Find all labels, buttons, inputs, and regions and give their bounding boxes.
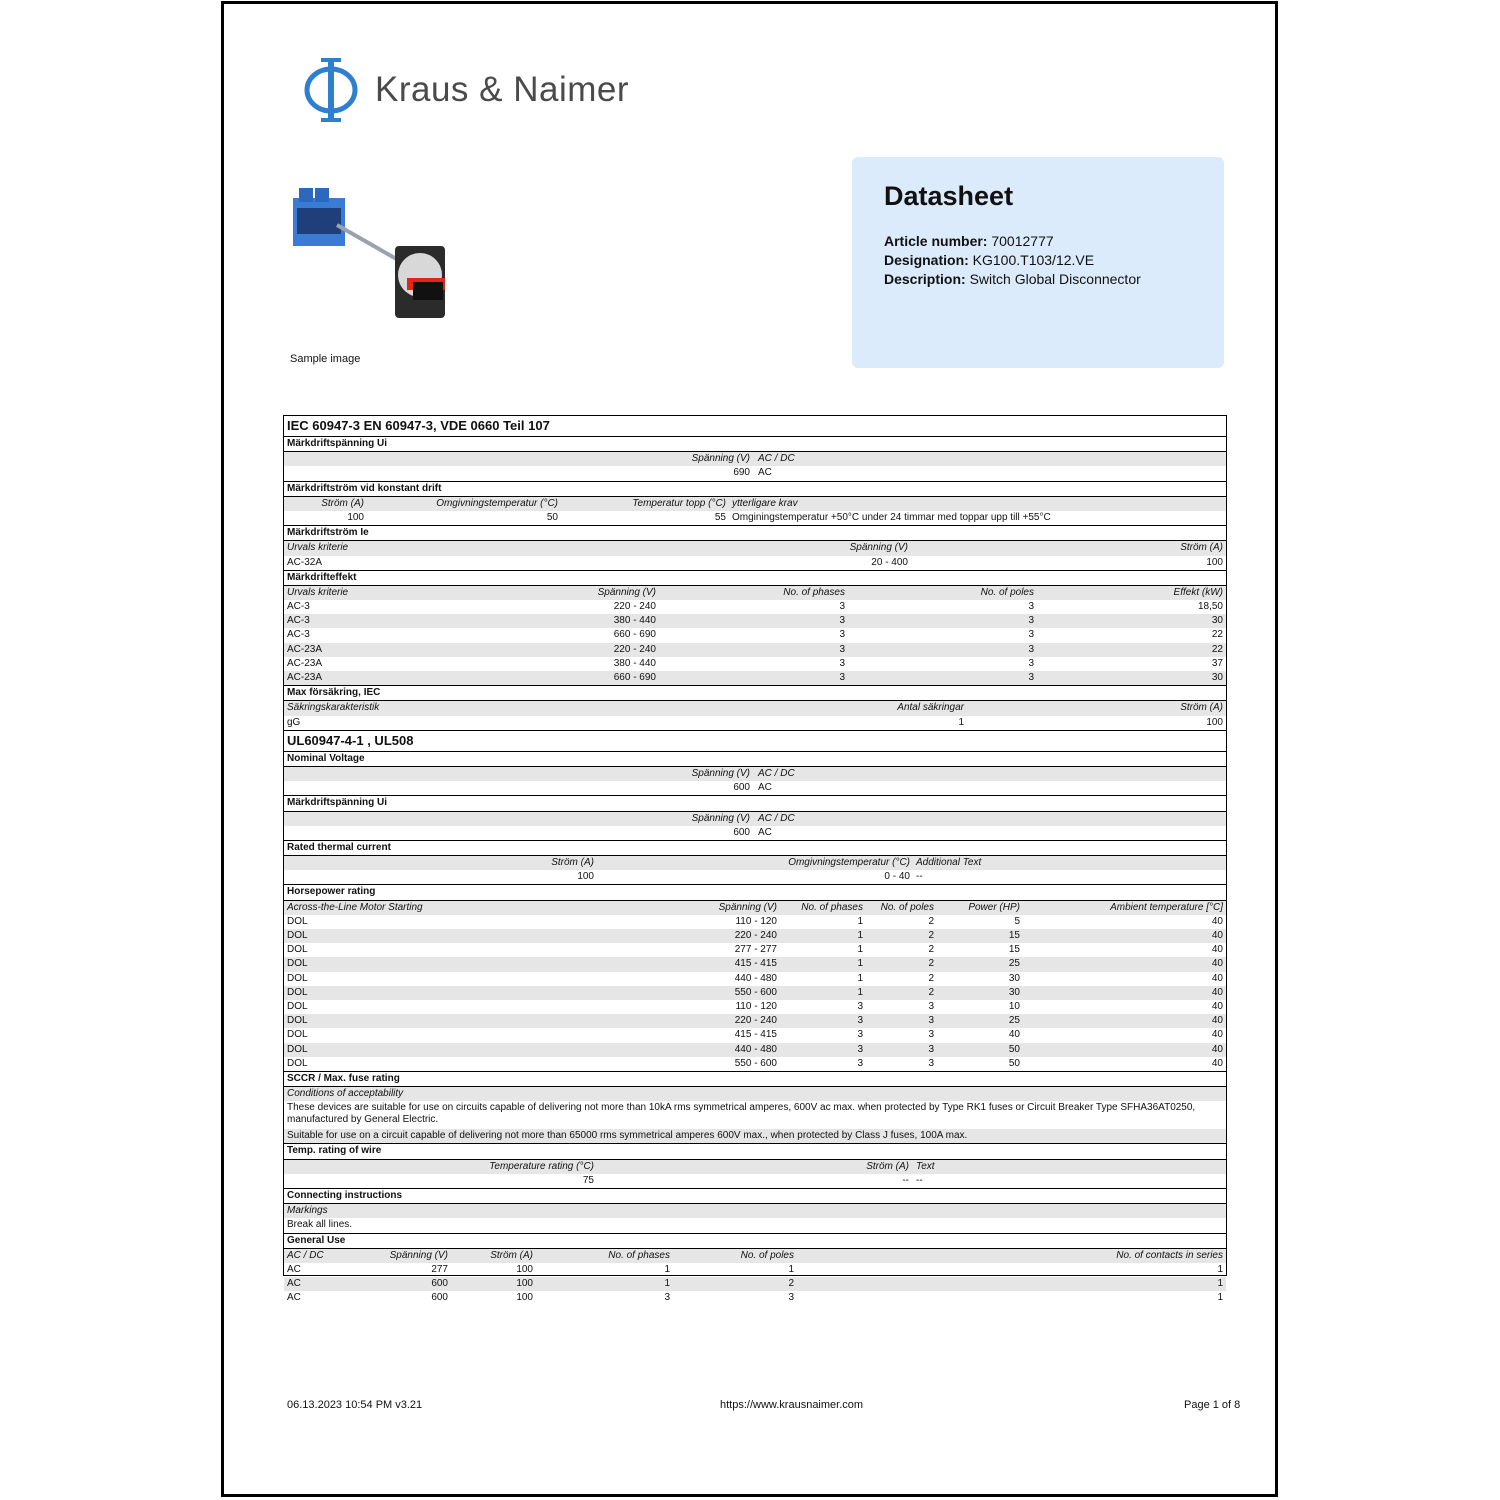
table-row bbox=[284, 643, 1226, 657]
table-cell: 40 bbox=[1211, 915, 1223, 927]
table-cell: 440 - 480 bbox=[734, 1043, 777, 1055]
table-row bbox=[284, 943, 1226, 957]
table-row bbox=[284, 1014, 1226, 1028]
table-cell: 3 bbox=[1028, 643, 1034, 655]
table-row: Suitable for use on a circuit capable of delivering not more than 65000 rms symmetrical amperes 600V max., when protected by Class J fuses, 100A max. bbox=[284, 1129, 1226, 1143]
table-cell: 3 bbox=[928, 1015, 934, 1027]
table-cell: 1 bbox=[857, 930, 863, 941]
general-use-rows bbox=[284, 1263, 1226, 1306]
table-cell: 3 bbox=[839, 601, 845, 613]
table-cell: 3 bbox=[1028, 629, 1034, 641]
table-cell: 30 bbox=[1008, 972, 1020, 984]
table-cell: 277 bbox=[431, 1263, 448, 1275]
table-cell: 3 bbox=[928, 1057, 934, 1069]
description-label: Description: bbox=[884, 271, 966, 287]
table-cell: 220 - 240 bbox=[613, 601, 656, 613]
header-cell: Text bbox=[916, 1160, 935, 1172]
table-cell: 40 bbox=[1211, 1015, 1223, 1027]
table-cell: AC-3 bbox=[287, 615, 310, 627]
table-cell: 100 bbox=[1206, 556, 1223, 568]
table-row bbox=[284, 929, 1226, 943]
table-cell: DOL bbox=[287, 972, 308, 984]
table-row bbox=[284, 1277, 1226, 1291]
header-cell: No. of poles bbox=[740, 1249, 794, 1261]
table-cell: 1 bbox=[1217, 1292, 1223, 1304]
header-cell: Temperatur topp (°C) bbox=[632, 497, 726, 509]
table-cell: 3 bbox=[857, 1015, 863, 1027]
table-header-row bbox=[284, 541, 1226, 555]
table-cell: 0 - 40 bbox=[884, 871, 910, 883]
header-cell: Urvals kriterie bbox=[287, 542, 349, 554]
table-cell: 2 bbox=[928, 944, 934, 956]
section-title: Max försäkring, IEC bbox=[284, 685, 1226, 701]
table-cell: 25 bbox=[1008, 958, 1020, 970]
table-cell: 380 - 440 bbox=[613, 615, 656, 627]
header-cell: Effekt (kW) bbox=[1173, 586, 1223, 598]
header-cell: Spänning (V) bbox=[597, 586, 656, 598]
header-cell: Ström (A) bbox=[490, 1249, 533, 1261]
section-title: Nominal Voltage bbox=[284, 751, 1226, 767]
header-cell: Ström (A) bbox=[551, 857, 594, 869]
table-header-row: Markings bbox=[284, 1204, 1226, 1218]
iec-standard-title: IEC 60947-3 EN 60947-3, VDE 0660 Teil 107 bbox=[287, 418, 550, 433]
table-row bbox=[284, 957, 1226, 971]
product-image bbox=[287, 180, 477, 325]
table-header-row bbox=[284, 497, 1226, 511]
table-cell: 440 - 480 bbox=[734, 972, 777, 984]
article-number: 70012777 bbox=[991, 233, 1054, 249]
table-cell: 3 bbox=[788, 1292, 794, 1304]
header-cell: Ström (A) bbox=[1180, 702, 1223, 714]
section-title: Connecting instructions bbox=[284, 1188, 1226, 1204]
table-header-row bbox=[284, 767, 1226, 781]
table-cell: DOL bbox=[287, 930, 308, 941]
table-cell: -- bbox=[916, 1174, 923, 1186]
table-cell: 40 bbox=[1211, 930, 1223, 941]
table-cell: DOL bbox=[287, 986, 308, 998]
footer-page-number: Page 1 of 8 bbox=[1184, 1399, 1241, 1411]
table-cell: 40 bbox=[1211, 1029, 1223, 1041]
table-cell: AC bbox=[758, 826, 772, 838]
table-header-row bbox=[284, 812, 1226, 826]
header-cell: AC / DC bbox=[758, 812, 795, 824]
header-cell: AC / DC bbox=[287, 1249, 324, 1261]
table-cell: 37 bbox=[1211, 657, 1223, 669]
section-title: Märkdrifteffekt bbox=[284, 570, 1226, 586]
header-cell: Spänning (V) bbox=[691, 453, 750, 465]
table-row bbox=[284, 870, 1226, 884]
header-cell: Spänning (V) bbox=[389, 1249, 448, 1261]
table-header-row bbox=[284, 1160, 1226, 1174]
datasheet-title: Datasheet bbox=[884, 181, 1014, 211]
header-cell: Ström (A) bbox=[1180, 542, 1223, 554]
table-cell: 30 bbox=[1008, 986, 1020, 998]
table-cell: DOL bbox=[287, 1057, 308, 1069]
designation-value: KG100.T103/12.VE bbox=[972, 252, 1095, 268]
header-cell: Spänning (V) bbox=[849, 542, 908, 554]
header-cell: No. of contacts in series bbox=[1116, 1249, 1223, 1261]
header-cell: No. of phases bbox=[783, 586, 845, 598]
section-title: Horsepower rating bbox=[284, 884, 1226, 900]
table-row bbox=[284, 1043, 1226, 1057]
section-title: SCCR / Max. fuse rating bbox=[284, 1071, 1226, 1087]
table-cell: DOL bbox=[287, 1029, 308, 1041]
section-title: Märkdriftspänning Ui bbox=[284, 795, 1226, 811]
table-cell: 415 - 415 bbox=[734, 1029, 777, 1041]
table-cell: 30 bbox=[1211, 672, 1223, 683]
section-title: General Use bbox=[284, 1233, 1226, 1249]
description-value: Switch Global Disconnector bbox=[969, 271, 1141, 287]
table-cell: 3 bbox=[857, 1043, 863, 1055]
table-cell: 1 bbox=[857, 972, 863, 984]
table-cell: 1 bbox=[857, 958, 863, 970]
table-header-row bbox=[284, 586, 1226, 600]
table-cell: AC bbox=[758, 782, 772, 794]
table-cell: 2 bbox=[928, 972, 934, 984]
table-row bbox=[284, 1174, 1226, 1188]
header-cell: Ambient temperature [°C] bbox=[1110, 901, 1223, 913]
table-cell: 55 bbox=[714, 511, 726, 523]
table-cell: 2 bbox=[928, 986, 934, 998]
table-row bbox=[284, 986, 1226, 1000]
table-cell: 660 - 690 bbox=[613, 672, 656, 683]
table-cell: 40 bbox=[1008, 1029, 1020, 1041]
header-cell: AC / DC bbox=[758, 767, 795, 779]
spec-table bbox=[283, 415, 1227, 1304]
table-cell: 22 bbox=[1211, 643, 1223, 655]
table-cell: 3 bbox=[857, 1057, 863, 1069]
table-cell: DOL bbox=[287, 1043, 308, 1055]
table-cell: 110 - 120 bbox=[735, 1000, 777, 1012]
table-cell: 40 bbox=[1211, 1057, 1223, 1069]
table-cell: 50 bbox=[546, 511, 558, 523]
header-cell: No. of phases bbox=[801, 901, 863, 913]
header-cell: Additional Text bbox=[916, 857, 982, 869]
table-cell: 660 - 690 bbox=[613, 629, 656, 641]
header-cell: Across-the-Line Motor Starting bbox=[287, 901, 423, 913]
table-cell: 2 bbox=[928, 930, 934, 941]
table-cell: DOL bbox=[287, 915, 308, 927]
section-title: Märkdriftström Ie bbox=[284, 525, 1226, 541]
footer-timestamp: 06.13.2023 10:54 PM v3.21 bbox=[287, 1399, 423, 1411]
table-row bbox=[284, 511, 1226, 525]
table-cell: 3 bbox=[928, 1043, 934, 1055]
table-cell: 3 bbox=[857, 1000, 863, 1012]
table-cell: 220 - 240 bbox=[613, 643, 656, 655]
table-cell: 3 bbox=[1028, 657, 1034, 669]
table-cell: AC-3 bbox=[287, 601, 310, 613]
designation-label: Designation: bbox=[884, 252, 969, 268]
header-cell: Antal säkringar bbox=[897, 702, 964, 714]
table-cell: 50 bbox=[1008, 1043, 1020, 1055]
brand-name: Kraus & Naimer bbox=[375, 70, 630, 109]
article-line bbox=[884, 233, 1054, 249]
table-cell: 100 bbox=[347, 511, 364, 523]
table-header-row bbox=[284, 1249, 1226, 1263]
table-row: Break all lines. bbox=[287, 1219, 353, 1231]
table-cell: AC-23A bbox=[287, 657, 323, 669]
table-cell: AC bbox=[287, 1278, 301, 1290]
header-cell: Temperature rating (°C) bbox=[489, 1160, 594, 1172]
table-row bbox=[284, 1291, 1226, 1305]
header-cell: ytterligare krav bbox=[732, 497, 798, 509]
table-cell: 30 bbox=[1211, 615, 1223, 627]
table-cell: 40 bbox=[1211, 972, 1223, 984]
table-row bbox=[284, 1057, 1226, 1071]
table-cell: 100 bbox=[516, 1263, 533, 1275]
table-cell: 2 bbox=[928, 915, 934, 927]
table-row bbox=[284, 781, 1226, 795]
table-cell: 25 bbox=[1008, 1015, 1020, 1027]
header-cell: Omgivningstemperatur (°C) bbox=[788, 857, 910, 869]
header-cell: AC / DC bbox=[758, 453, 795, 465]
table-cell: 40 bbox=[1211, 944, 1223, 956]
table-cell: -- bbox=[902, 1174, 909, 1186]
table-header-row bbox=[284, 856, 1226, 870]
table-cell: gG bbox=[287, 716, 301, 728]
table-cell: 3 bbox=[857, 1029, 863, 1041]
table-row bbox=[284, 1028, 1226, 1042]
table-row bbox=[284, 826, 1226, 840]
table-cell: 75 bbox=[582, 1174, 594, 1186]
table-row bbox=[284, 1000, 1226, 1014]
table-cell: 100 bbox=[516, 1278, 533, 1290]
ul-standard-title: UL60947-4-1 , UL508 bbox=[284, 730, 1226, 751]
image-caption: Sample image bbox=[290, 353, 361, 365]
table-cell: 22 bbox=[1211, 629, 1223, 641]
table-cell: AC-3 bbox=[287, 629, 310, 641]
power-rows bbox=[284, 600, 1226, 685]
table-cell: 690 bbox=[733, 467, 750, 479]
table-cell: Omginingstemperatur +50°C under 24 timmar med toppar upp till +55°C bbox=[732, 511, 1051, 523]
table-cell: 20 - 400 bbox=[871, 556, 908, 568]
section-title: Märkdriftström vid konstant drift bbox=[284, 481, 1226, 497]
table-cell: DOL bbox=[287, 1000, 308, 1012]
table-cell: 40 bbox=[1211, 958, 1223, 970]
table-cell: 3 bbox=[928, 1000, 934, 1012]
table-cell: 415 - 415 bbox=[734, 958, 777, 970]
header-cell: Ström (A) bbox=[866, 1160, 909, 1172]
table-cell: 5 bbox=[1014, 915, 1020, 927]
table-cell: AC-23A bbox=[287, 672, 323, 683]
section-title: Temp. rating of wire bbox=[284, 1143, 1226, 1159]
table-cell: 40 bbox=[1211, 1043, 1223, 1055]
table-cell: 18,50 bbox=[1197, 601, 1223, 613]
table-cell: DOL bbox=[287, 1015, 308, 1027]
designation-line bbox=[884, 252, 1094, 268]
table-cell: 3 bbox=[839, 672, 845, 683]
table-cell: 50 bbox=[1008, 1057, 1020, 1069]
article-label: Article number: bbox=[884, 233, 988, 249]
table-cell: 10 bbox=[1008, 1000, 1020, 1012]
header-cell: Urvals kriterie bbox=[287, 586, 349, 598]
table-cell: 600 bbox=[431, 1278, 448, 1290]
table-cell: 100 bbox=[1206, 716, 1223, 728]
section-title: Rated thermal current bbox=[284, 840, 1226, 856]
table-cell: 550 - 600 bbox=[734, 1057, 777, 1069]
table-row bbox=[284, 671, 1226, 685]
table-cell: 1 bbox=[1217, 1263, 1223, 1275]
hp-rows bbox=[284, 915, 1226, 1071]
table-cell: 100 bbox=[577, 871, 594, 883]
table-cell: AC bbox=[758, 467, 772, 479]
table-cell: 1 bbox=[664, 1263, 670, 1275]
table-cell: 3 bbox=[928, 1029, 934, 1041]
table-header-row bbox=[284, 901, 1226, 915]
table-row bbox=[284, 628, 1226, 642]
header-cell: Ström (A) bbox=[321, 497, 364, 509]
table-cell: 100 bbox=[516, 1292, 533, 1304]
table-cell: 1 bbox=[857, 915, 863, 927]
description-line bbox=[884, 271, 1141, 287]
table-cell: AC bbox=[287, 1292, 301, 1304]
table-cell: 3 bbox=[1028, 672, 1034, 683]
table-cell: 15 bbox=[1008, 930, 1020, 941]
table-cell: 3 bbox=[839, 643, 845, 655]
header-cell: No. of poles bbox=[980, 586, 1034, 598]
table-cell: 550 - 600 bbox=[734, 986, 777, 998]
table-cell: 3 bbox=[1028, 601, 1034, 613]
table-cell: 220 - 240 bbox=[734, 1015, 777, 1027]
table-cell: 40 bbox=[1211, 986, 1223, 998]
section-title: Märkdriftspänning Ui bbox=[284, 436, 1226, 452]
table-cell: 1 bbox=[788, 1263, 794, 1275]
table-cell: DOL bbox=[287, 958, 308, 970]
header-cell: No. of phases bbox=[608, 1249, 670, 1261]
table-cell: 2 bbox=[928, 958, 934, 970]
table-cell: 1 bbox=[1217, 1278, 1223, 1290]
table-cell: 1 bbox=[857, 944, 863, 956]
table-cell: 220 - 240 bbox=[734, 930, 777, 941]
table-cell: 3 bbox=[839, 657, 845, 669]
table-cell: DOL bbox=[287, 944, 308, 956]
table-cell: AC bbox=[287, 1263, 301, 1275]
table-cell: 277 - 277 bbox=[734, 944, 777, 956]
table-header-row bbox=[284, 452, 1226, 466]
table-row bbox=[284, 556, 1226, 570]
table-cell: 110 - 120 bbox=[735, 915, 777, 927]
header-cell: Spänning (V) bbox=[718, 901, 777, 913]
table-row bbox=[284, 1263, 1226, 1277]
header-cell: No. of poles bbox=[880, 901, 934, 913]
table-cell: 15 bbox=[1008, 944, 1020, 956]
datasheet-panel bbox=[852, 157, 1224, 368]
header-cell: Spänning (V) bbox=[691, 767, 750, 779]
table-row: These devices are suitable for use on circuits capable of delivering not more than 10kA rms symmetrical amperes, 600V ac max. when protected by Type RK1 fuses or Circuit Breaker Type SFHA36AT0250, manufactured by General Electric. bbox=[287, 1102, 1196, 1126]
table-cell: 1 bbox=[958, 716, 964, 728]
table-row bbox=[284, 716, 1226, 730]
table-cell: 380 - 440 bbox=[613, 657, 656, 669]
table-row bbox=[284, 657, 1226, 671]
table-cell: 2 bbox=[788, 1278, 794, 1290]
table-cell: 40 bbox=[1211, 1000, 1223, 1012]
table-cell: 1 bbox=[857, 986, 863, 998]
table-cell: 1 bbox=[664, 1278, 670, 1290]
table-cell: -- bbox=[916, 871, 923, 883]
header-cell: Omgivningstemperatur (°C) bbox=[436, 497, 558, 509]
table-cell: 3 bbox=[1028, 615, 1034, 627]
footer-url[interactable]: https://www.krausnaimer.com bbox=[720, 1399, 864, 1411]
table-header-row: Conditions of acceptability bbox=[284, 1087, 1226, 1101]
table-cell: 3 bbox=[664, 1292, 670, 1304]
table-header-row bbox=[284, 701, 1226, 715]
table-cell: 3 bbox=[839, 629, 845, 641]
table-row bbox=[284, 614, 1226, 628]
table-row bbox=[284, 972, 1226, 986]
table-cell: 3 bbox=[839, 615, 845, 627]
table-cell: 600 bbox=[431, 1292, 448, 1304]
header-cell: Power (HP) bbox=[968, 901, 1020, 913]
table-cell: AC-32A bbox=[287, 556, 323, 568]
header-cell: Säkringskarakteristik bbox=[287, 702, 380, 714]
table-row bbox=[284, 915, 1226, 929]
header-cell: Spänning (V) bbox=[691, 812, 750, 824]
table-row bbox=[284, 466, 1226, 480]
table-cell: AC-23A bbox=[287, 643, 323, 655]
table-cell: 600 bbox=[733, 782, 750, 794]
table-cell: 600 bbox=[733, 826, 750, 838]
table-row bbox=[284, 600, 1226, 614]
